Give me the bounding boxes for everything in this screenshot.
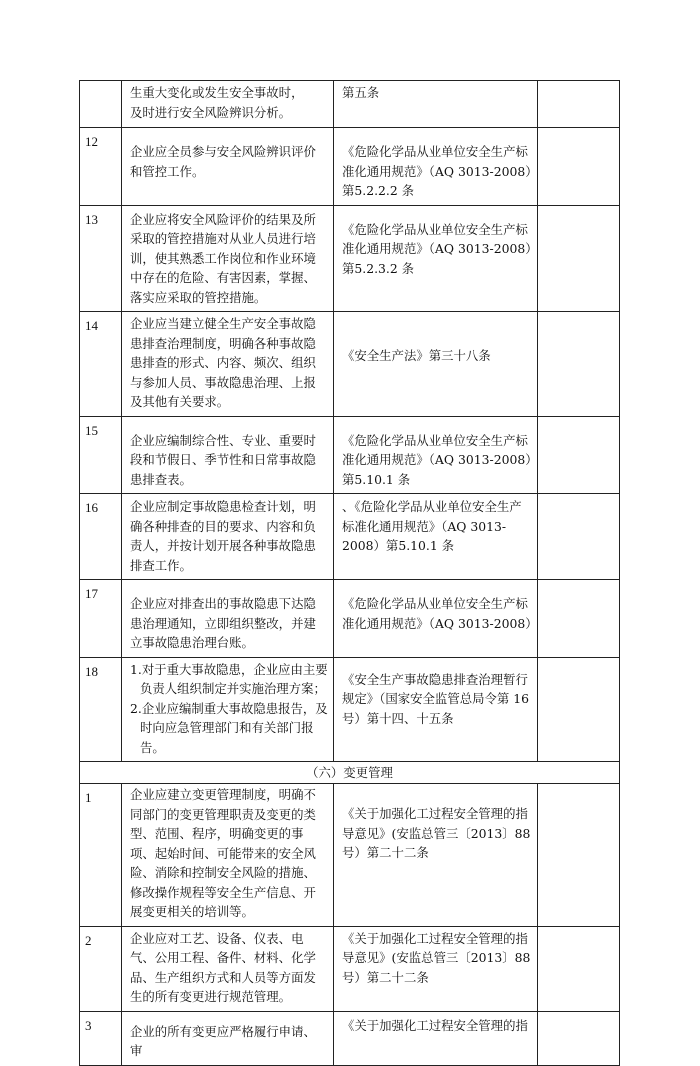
row-number: 12 <box>80 128 122 206</box>
row-number: 14 <box>80 312 122 417</box>
requirement-cell: 企业应建立变更管理制度，明确不同部门的变更管理职责及变更的类型、范围、程序，明确变更的事项、起始时间、可能带来的安全风险、消除和控制安全风险的措施、修改操作规程等安全生产信息、开展变更相关的培训等。 <box>122 784 334 927</box>
reference-cell: 《危险化学品从业单位安全生产标准化通用规范》（AQ 3013-2008）第5.2.2.2 条 <box>334 128 538 206</box>
row-number: 16 <box>80 494 122 580</box>
table-row <box>80 657 620 762</box>
requirement-cell: 企业应将安全风险评价的结果及所采取的管控措施对从业人员进行培训，使其熟悉工作岗位和作业环境中存在的危险、有害因素，掌握、落实应采取的管控措施。 <box>122 205 334 312</box>
table-row <box>80 416 620 494</box>
reference-cell: 《危险化学品从业单位安全生产标准化通用规范》（AQ 3013-2008） <box>334 580 538 658</box>
requirement-cell: 企业应对工艺、设备、仪表、电气、公用工程、备件、材料、化学品、生产组织方式和人员等方面发生的所有变更进行规范管理。 <box>122 926 334 1011</box>
table-row <box>80 81 620 128</box>
requirement-cell: 企业应编制综合性、专业、重要时段和节假日、季节性和日常事故隐患排查表。 <box>122 416 334 494</box>
reference-cell: 《安全生产法》第三十八条 <box>334 312 538 417</box>
remark-cell <box>538 128 620 206</box>
reference-cell: 《安全生产事故隐患排查治理暂行规定》（国家安全监管总局令第 16号）第十四、十五条 <box>334 657 538 762</box>
remark-cell <box>538 1011 620 1065</box>
remark-cell <box>538 416 620 494</box>
remark-cell <box>538 81 620 128</box>
remark-cell <box>538 926 620 1011</box>
reference-cell: 《危险化学品从业单位安全生产标准化通用规范》（AQ 3013-2008）第5.10.1 条 <box>334 416 538 494</box>
table-row <box>80 494 620 580</box>
row-number: 1 <box>80 784 122 927</box>
requirement-cell: 企业应制定事故隐患检查计划，明确各种排查的目的要求、内容和负责人，并按计划开展各种事故隐患排查工作。 <box>122 494 334 580</box>
requirement-cell: 企业应全员参与安全风险辨识评价和管控工作。 <box>122 128 334 206</box>
requirement-item: 2.企业应编制重大事故隐患报告，及时向应急管理部门和有关部门报告。 <box>130 700 328 755</box>
remark-cell <box>538 657 620 762</box>
remark-cell <box>538 494 620 580</box>
remark-cell <box>538 205 620 312</box>
row-number: 3 <box>80 1011 122 1065</box>
row-number: 15 <box>80 416 122 494</box>
remark-cell <box>538 784 620 927</box>
table-row <box>80 312 620 417</box>
requirements-table <box>79 80 620 1066</box>
reference-cell: 《关于加强化工过程安全管理的指 <box>334 1011 538 1065</box>
row-number <box>80 81 122 128</box>
remark-cell <box>538 580 620 658</box>
reference-cell: 《关于加强化工过程安全管理的指导意见》(安监总管三〔2013〕88 号）第二十二条 <box>334 926 538 1011</box>
row-number: 18 <box>80 657 122 762</box>
section-row <box>80 762 620 784</box>
remark-cell <box>538 312 620 417</box>
table-row <box>80 1011 620 1065</box>
requirement-cell <box>122 657 334 762</box>
requirement-item: 1.对于重大事故隐患，企业应由主要负责人组织制定并实施治理方案； <box>130 661 328 696</box>
section-title: （六）变更管理 <box>80 762 620 784</box>
table-row <box>80 926 620 1011</box>
reference-cell: 《关于加强化工过程安全管理的指导意见》(安监总管三〔2013〕88 号）第二十二条 <box>334 784 538 927</box>
table-row <box>80 580 620 658</box>
requirement-cell: 企业应对排查出的事故隐患下达隐患治理通知，立即组织整改，并建立事故隐患治理台账。 <box>122 580 334 658</box>
row-number: 13 <box>80 205 122 312</box>
row-number: 2 <box>80 926 122 1011</box>
requirement-cell: 企业的所有变更应严格履行申请、审 <box>122 1011 334 1065</box>
requirement-cell: 生重大变化或发生安全事故时， 及时进行安全风险辨识分析。 <box>122 81 334 128</box>
table-row <box>80 784 620 927</box>
reference-cell: 第五条 <box>334 81 538 128</box>
table-row <box>80 205 620 312</box>
reference-cell: 《危险化学品从业单位安全生产标准化通用规范》（AQ 3013-2008）第5.2.3.2 条 <box>334 205 538 312</box>
reference-cell: 、《危险化学品从业单位安全生产标准化通用规范》（AQ 3013-2008）第5.10.1 条 <box>334 494 538 580</box>
requirement-cell: 企业应当建立健全生产安全事故隐患排查治理制度，明确各种事故隐患排查的形式、内容、频次、组织与参加人员、事故隐患治理、上报及其他有关要求。 <box>122 312 334 417</box>
table-row <box>80 128 620 206</box>
row-number: 17 <box>80 580 122 658</box>
